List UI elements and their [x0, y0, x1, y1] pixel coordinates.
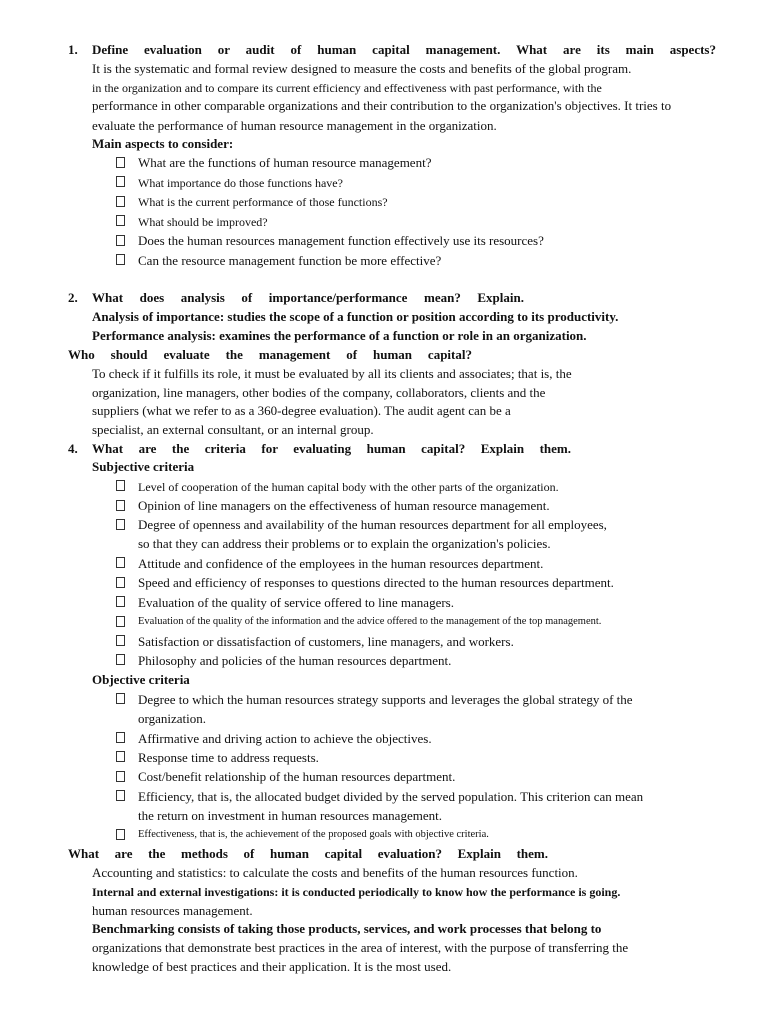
- checkbox-icon: [116, 751, 125, 762]
- checkbox-icon: [116, 215, 125, 226]
- q1-bullet-3: What is the current performance of those functions?: [138, 195, 388, 209]
- q4-objective-4: Cost/benefit relationship of the human resources department.: [138, 769, 456, 784]
- q4-objective-1: Degree to which the human resources strategy supports and leverages the global strategy of the: [138, 692, 633, 707]
- checkbox-icon: [116, 557, 125, 568]
- q1-line-2: in the organization and to compare its current efficiency and effectiveness with past performance, with the: [92, 81, 602, 95]
- checkbox-icon: [116, 235, 125, 246]
- q4-subjective-5: Speed and efficiency of responses to questions directed to the human resources department.: [138, 575, 614, 590]
- checkbox-icon: [116, 693, 125, 704]
- q4-objective-6: Effectiveness, that is, the achievement of the proposed goals with objective criteria.: [138, 829, 489, 840]
- checkbox-icon: [116, 519, 125, 530]
- q4-subjective-6: Evaluation of the quality of service offered to line managers.: [138, 595, 454, 610]
- q4-subjective-2: Opinion of line managers on the effectiveness of human resource management.: [138, 498, 550, 513]
- q1-number: 1.: [68, 42, 78, 57]
- q1-bullet-2: What importance do those functions have?: [138, 176, 343, 190]
- checkbox-icon: [116, 732, 125, 743]
- checkbox-icon: [116, 480, 125, 491]
- q1-bullet-5: Does the human resources management function effectively use its resources?: [138, 233, 544, 248]
- checkbox-icon: [116, 157, 125, 168]
- q5-line-1: Accounting and statistics: to calculate the costs and benefits of the human resources function.: [92, 865, 578, 880]
- q3-line-3: suppliers (what we refer to as a 360-degree evaluation). The audit agent can be a: [92, 403, 511, 418]
- checkbox-icon: [116, 196, 125, 207]
- q1-bullet-1: What are the functions of human resource management?: [138, 155, 432, 170]
- q2-heading: What does analysis of importance/performance mean? Explain.: [92, 290, 524, 305]
- q1-bullet-6: Can the resource management function be more effective?: [138, 253, 442, 268]
- q4-subjective-8: Satisfaction or dissatisfaction of customers, line managers, and workers.: [138, 634, 514, 649]
- checkbox-icon: [116, 654, 125, 665]
- checkbox-icon: [116, 771, 125, 782]
- checkbox-icon: [116, 790, 125, 801]
- q3-heading: Who should evaluate the management of human capital?: [68, 347, 472, 362]
- q5-line-4: Benchmarking consists of taking those products, services, and work processes that belong to: [92, 921, 602, 936]
- q5-line-5: organizations that demonstrate best practices in the area of interest, with the purpose of transferring the: [92, 940, 629, 955]
- checkbox-icon: [116, 577, 125, 588]
- q1-bullet-4: What should be improved?: [138, 215, 268, 229]
- q4-objective-5: Efficiency, that is, the allocated budget divided by the served population. This criterion can mean: [138, 789, 644, 804]
- q1-subheading: Main aspects to consider:: [92, 136, 234, 151]
- q4-objective-3: Response time to address requests.: [138, 750, 319, 765]
- q4-subjective-3: Degree of openness and availability of the human resources department for all employees,: [138, 517, 607, 532]
- q4-subjective-heading: Subjective criteria: [92, 459, 195, 474]
- checkbox-icon: [116, 596, 125, 607]
- q2-line-2: Performance analysis: examines the performance of a function or role in an organization.: [92, 328, 587, 343]
- q1-heading: Define evaluation or audit of human capital management. What are its main aspects?: [92, 42, 716, 57]
- q5-heading: What are the methods of human capital evaluation? Explain them.: [68, 846, 548, 861]
- q3-line-4: specialist, an external consultant, or an internal group.: [92, 422, 374, 437]
- q5-line-3: human resources management.: [92, 903, 253, 918]
- q4-subjective-1: Level of cooperation of the human capital body with the other parts of the organization.: [138, 480, 559, 494]
- q5-line-2: Internal and external investigations: it is conducted periodically to know how the performance is going.: [92, 885, 621, 899]
- q2-line-1: Analysis of importance: studies the scope of a function or position according to its productivity.: [92, 309, 619, 324]
- q4-subjective-3-cont: so that they can address their problems or to explain the organization's policies.: [138, 536, 551, 551]
- checkbox-icon: [116, 635, 125, 646]
- q4-objective-heading: Objective criteria: [92, 672, 190, 687]
- checkbox-icon: [116, 176, 125, 187]
- q4-subjective-7: Evaluation of the quality of the information and the advice offered to the management of the top management.: [138, 616, 602, 627]
- q4-objective-2: Affirmative and driving action to achieve the objectives.: [138, 731, 432, 746]
- q1-line-4: evaluate the performance of human resource management in the organization.: [92, 118, 497, 133]
- q4-subjective-9: Philosophy and policies of the human resources department.: [138, 653, 452, 668]
- q5-line-6: knowledge of best practices and their application. It is the most used.: [92, 959, 452, 974]
- q1-line-3: performance in other comparable organizations and their contribution to the organization's objectives. It tries to: [92, 98, 672, 113]
- q4-number: 4.: [68, 441, 78, 456]
- checkbox-icon: [116, 829, 125, 840]
- checkbox-icon: [116, 254, 125, 265]
- q1-line-1: It is the systematic and formal review designed to measure the costs and benefits of the global program.: [92, 61, 632, 76]
- checkbox-icon: [116, 500, 125, 511]
- q4-subjective-4: Attitude and confidence of the employees in the human resources department.: [138, 556, 544, 571]
- q4-heading: What are the criteria for evaluating human capital? Explain them.: [92, 441, 571, 456]
- q4-objective-1-cont: organization.: [138, 711, 206, 726]
- q3-line-1: To check if it fulfills its role, it must be evaluated by all its clients and associates; that is, the: [92, 366, 572, 381]
- q3-line-2: organization, line managers, other bodies of the company, collaborators, clients and the: [92, 385, 546, 400]
- checkbox-icon: [116, 616, 125, 627]
- q4-objective-5-cont: the return on investment in human resources management.: [138, 808, 442, 823]
- q2-number: 2.: [68, 290, 78, 305]
